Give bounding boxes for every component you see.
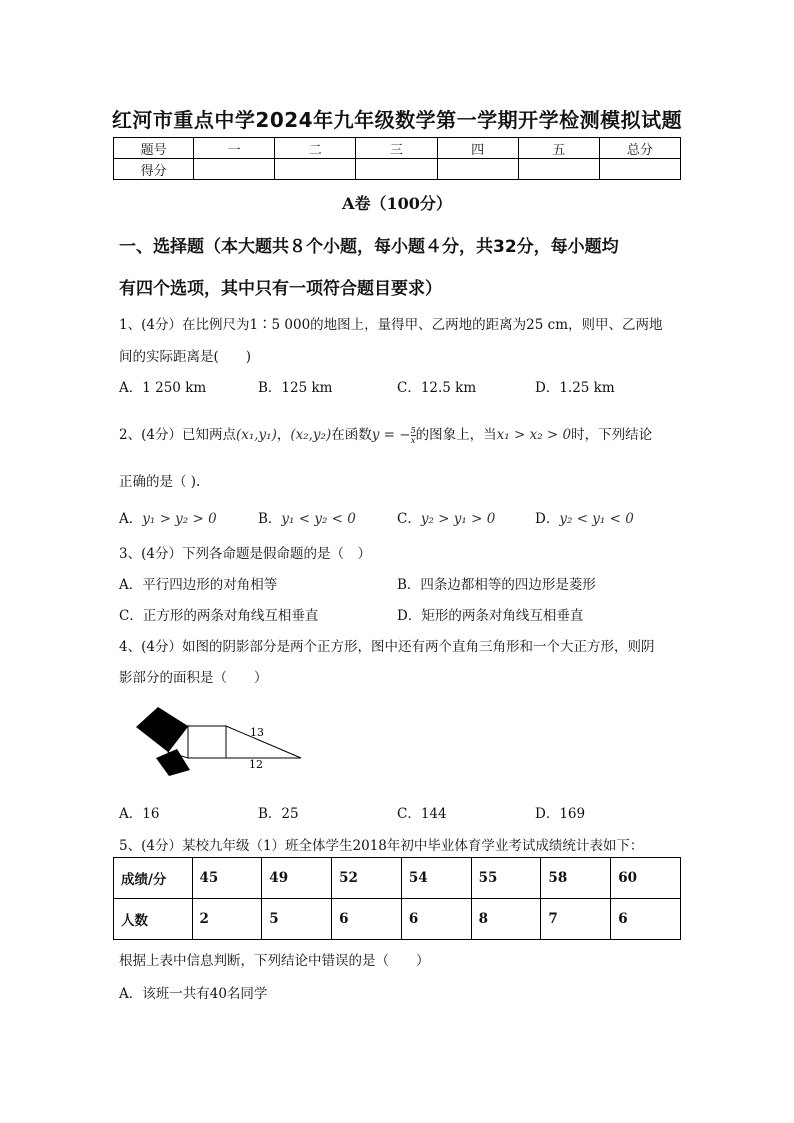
q1-option-c: C．12.5 km: [397, 380, 477, 396]
table-cell: 60: [611, 858, 681, 899]
q4-stem-line1: 4、(4分）如图的阴影部分是两个正方形，图中还有两个直角三角形和一个大正方形，则阴: [119, 639, 655, 655]
q5-stem: 5、(4分）某校九年级（1）班全体学生2018年初中毕业体育学业考试成绩统计表如下：: [119, 838, 644, 854]
q1-option-d: D．1.25 km: [535, 380, 615, 396]
q1-stem-line1: 1、(4分）在比例尺为1∶5 000的地图上，量得甲、乙两地的距离为25 cm，则甲、乙两地: [119, 317, 663, 333]
score-blank: [599, 159, 680, 180]
score-cell: 二: [275, 138, 356, 159]
q2-option-d: [535, 507, 634, 527]
table-cell: 6: [401, 899, 471, 940]
table-cell: 5: [262, 899, 332, 940]
shaded-square-upper: [136, 707, 188, 752]
q4-option-b: B．25: [258, 806, 299, 822]
table-cell: 6: [611, 899, 681, 940]
score-blank: [275, 159, 356, 180]
q2-option-a-math: y₁ > y₂ > 0: [142, 511, 217, 527]
large-square: [188, 726, 226, 758]
q2-option-b: [258, 507, 356, 527]
score-table-header-row: [114, 138, 681, 159]
grades-row-count: [114, 899, 681, 940]
score-cell: 五: [518, 138, 599, 159]
table-cell: 54: [401, 858, 471, 899]
q2-option-a-label: A．: [119, 511, 143, 527]
q1-option-a: A．1 250 km: [119, 380, 207, 396]
q3-option-c: C．正方形的两条对角线互相垂直: [119, 608, 319, 624]
score-table: [113, 137, 681, 180]
grades-table: [113, 857, 681, 940]
q3-option-b: B．四条边都相等的四边形是菱形: [397, 577, 596, 593]
q3-option-d: D．矩形的两条对角线互相垂直: [397, 608, 584, 624]
score-cell: 四: [437, 138, 518, 159]
q2-point-1: (x₁,y₁): [235, 427, 277, 443]
q2-mid: 在函数: [331, 427, 372, 443]
q4-figure: [132, 700, 307, 780]
q2-option-d-math: y₂ < y₁ < 0: [559, 511, 634, 527]
score-cell: 一: [194, 138, 275, 159]
table-cell: 55: [471, 858, 541, 899]
table-cell: 成绩/分: [114, 858, 193, 899]
q2-frac-den: x: [410, 436, 416, 445]
q2-mid2: 的图象上，当: [415, 427, 497, 443]
score-cell: 三: [356, 138, 437, 159]
score-blank: [518, 159, 599, 180]
base-label: 12: [249, 758, 263, 771]
q2-frac-num: 5: [410, 426, 416, 435]
table-cell: 2: [192, 899, 262, 940]
q2-option-c: [397, 507, 495, 527]
score-blank: [194, 159, 275, 180]
table-cell: 58: [541, 858, 611, 899]
q4-option-a: A．16: [119, 806, 160, 822]
q4-option-c: C．144: [397, 806, 447, 822]
table-cell: 6: [332, 899, 402, 940]
grades-row-score: [114, 858, 681, 899]
score-cell: 题号: [114, 138, 194, 159]
score-cell: 总分: [599, 138, 680, 159]
table-cell: 49: [262, 858, 332, 899]
section-heading-line1: 一、选择题（本大题共８个小题，每小题４分，共32分，每小题均: [119, 237, 619, 257]
section-heading-line2: 有四个选项，其中只有一项符合题目要求）: [119, 279, 442, 299]
table-cell: 8: [471, 899, 541, 940]
table-cell: 45: [192, 858, 262, 899]
q2-option-b-label: B．: [258, 511, 282, 527]
q2-option-b-math: y₁ < y₂ < 0: [281, 511, 356, 527]
paper-a-label: A卷（100分）: [342, 194, 452, 213]
q4-option-d: D．169: [535, 806, 586, 822]
q2-suffix: 时，下列结论: [571, 427, 653, 443]
score-cell: 得分: [114, 159, 194, 180]
q3-option-a: A．平行四边形的对角相等: [119, 577, 278, 593]
q2-stem-line1: [119, 423, 652, 445]
q5-option-a: A．该班一共有40名同学: [119, 986, 268, 1002]
q2-option-c-label: C．: [397, 511, 421, 527]
hypotenuse-label: 13: [250, 726, 264, 739]
q2-option-a: [119, 507, 217, 527]
page-title: 红河市重点中学2024年九年级数学第一学期开学检测模拟试题: [111, 108, 683, 132]
q1-option-b: B．125 km: [258, 380, 333, 396]
q2-point-2: (x₂,y₂): [290, 427, 332, 443]
table-cell: 7: [541, 899, 611, 940]
table-cell: 人数: [114, 899, 193, 940]
q3-stem: 3、(4分）下列各命题是假命题的是（ ）: [119, 546, 371, 562]
score-blank: [437, 159, 518, 180]
q2-option-c-math: y₂ > y₁ > 0: [420, 511, 496, 527]
q1-stem-line2: 间的实际距离是( ): [119, 349, 252, 365]
score-table-score-row: [114, 159, 681, 180]
q2-condition: x₁ > x₂ > 0: [496, 427, 572, 443]
table-cell: 52: [332, 858, 402, 899]
score-blank: [356, 159, 437, 180]
q2-function-lhs: y = −: [371, 427, 411, 443]
q5-followup: 根据上表中信息判断，下列结论中错误的是（ ）: [119, 953, 430, 969]
q4-stem-line2: 影部分的面积是（ ）: [119, 670, 268, 686]
q2-stem-line2: 正确的是（ ).: [119, 474, 201, 490]
q2-sep: ，: [276, 427, 291, 443]
q2-option-d-label: D．: [535, 511, 560, 527]
q2-prefix: 2、(4分）已知两点: [119, 427, 236, 443]
